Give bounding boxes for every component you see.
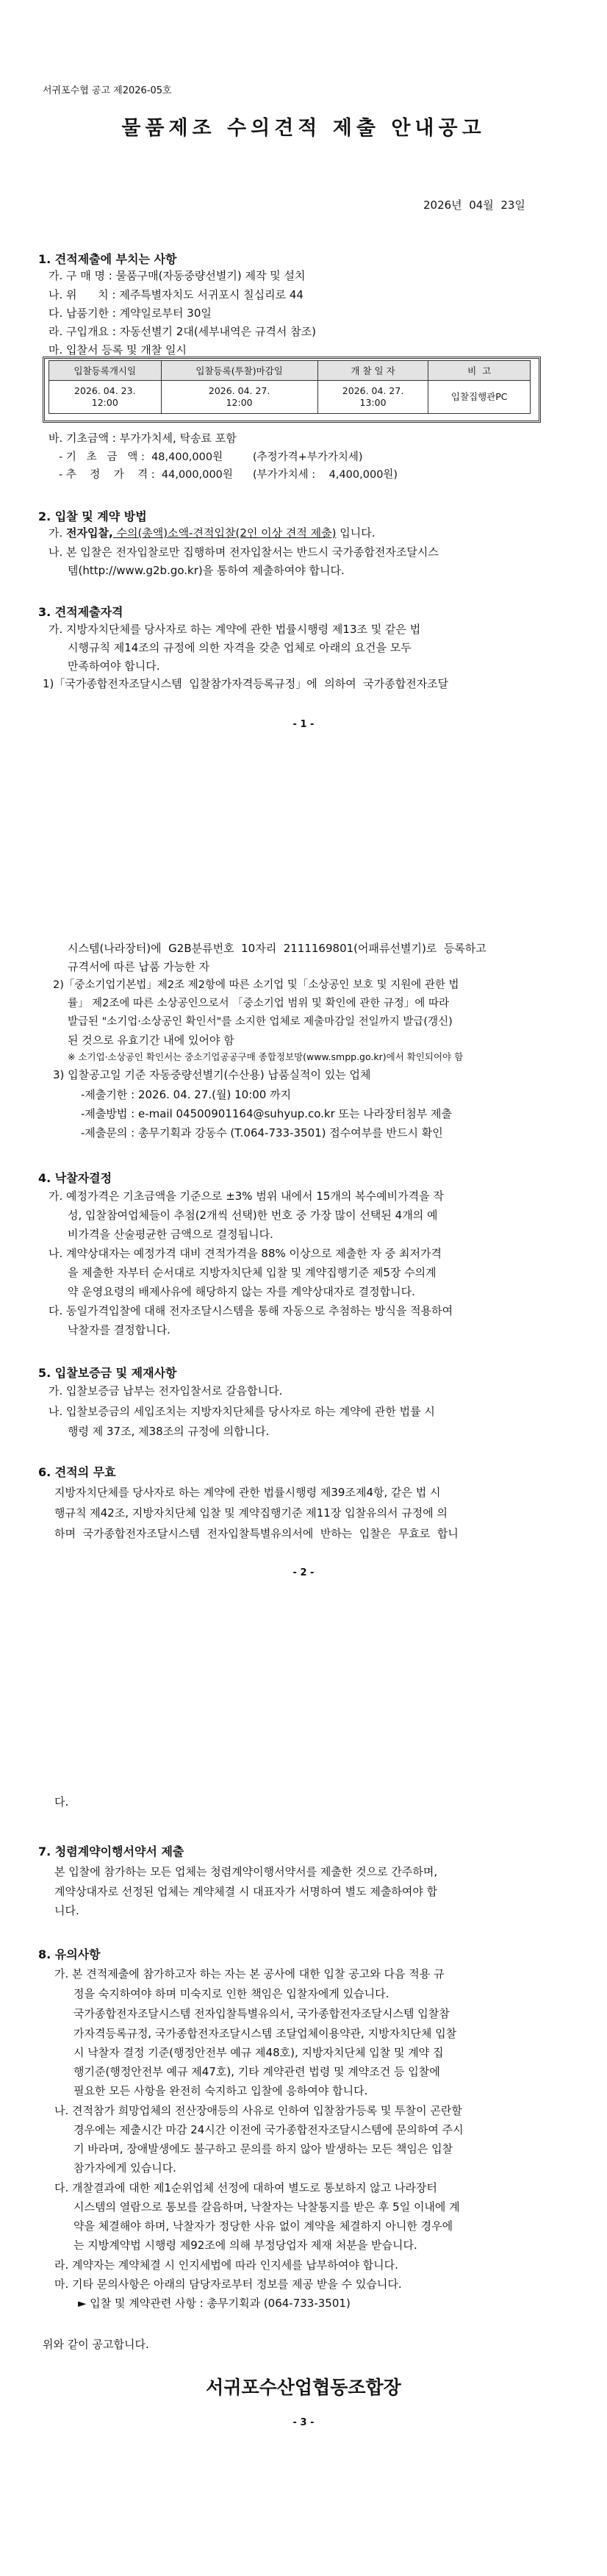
line: 3) 입찰공고일 기준 자동중량선별기(수산용) 납품실적이 있는 업체 — [53, 1068, 371, 1081]
section-5-title: 5. 입찰보증금 및 제재사항 — [38, 1366, 177, 1380]
table-header: 개 찰 일 자 — [317, 361, 428, 381]
line: -제출방법 : e-mail 04500901164@suhyup.co.kr 또는 나라장터첨부 제출 — [81, 1107, 452, 1120]
section-2-title: 2. 입찰 및 계약 방법 — [38, 509, 147, 523]
page-title: 물품제조 수의견적 제출 안내공고 — [121, 117, 486, 140]
line: 필요한 모든 사항을 완전히 숙지하고 입찰에 응하여야 합니다. — [73, 2084, 368, 2097]
section-7-title: 7. 청렴계약이행서약서 제출 — [38, 1845, 184, 1858]
table-header: 비 고 — [428, 361, 531, 381]
underlined-text: 수의(총액)소액-견적입찰(2인 이상 견적 제출) — [112, 526, 337, 540]
section-6-title: 6. 견적의 무효 — [38, 1465, 116, 1479]
page-number: - 3 - — [292, 2417, 315, 2428]
line: ► 입찰 및 계약관련 사항 : 총무기획과 (064-733-3501) — [78, 2297, 351, 2310]
line: 본 입찰에 참가하는 모든 업체는 청렴계약이행서약서를 제출한 것으로 간주하며, — [54, 1865, 438, 1878]
table-header-row — [49, 361, 531, 381]
table-header: 입찰등록개시일 — [49, 361, 162, 381]
line: 하며 국가종합전자조달시스템 전자입찰특별유의서에 반하는 입찰은 무효로 합니 — [54, 1527, 459, 1540]
line: 2)「중소기업기본법」제2조 제2항에 따른 소기업 및「소상공인 보호 및 지원에 관한 법 — [53, 979, 459, 991]
schedule-table — [49, 360, 531, 414]
bold-text: 전자입찰, — [66, 526, 113, 540]
base-price: - 기 초 금 액 : 48,400,000원 — [59, 451, 223, 463]
table-row — [49, 381, 531, 414]
line: 행령 제 37조, 제38조의 규정에 의합니다. — [68, 1425, 270, 1438]
line: 템(http://www.g2b.go.kr)을 통하여 제출하여야 합니다. — [68, 564, 345, 577]
line: 기 바라며, 장애발생에도 불구하고 문의를 하지 않아 발생하는 모든 책임은 입찰 — [73, 2142, 453, 2155]
line: 라. 구입개요 : 자동선별기 2대(세부내역은 규격서 참조) — [49, 325, 316, 338]
issuer-organization: 서귀포수산업협동조합장 — [206, 2377, 401, 2398]
line: 참가자에게 있습니다. — [73, 2161, 176, 2175]
table-cell: 입찰집행관PC — [428, 381, 531, 414]
section-8-title: 8. 유의사항 — [38, 1947, 101, 1961]
line: 경우에는 제출시간 마감 24시간 이전에 국가종합전자조달시스템에 문의하여 주시 — [73, 2123, 464, 2136]
table-cell: 2026. 04. 23. 12:00 — [49, 381, 162, 414]
estimated-price: - 추 정 가 격 : 44,000,000원 — [59, 469, 233, 481]
line: 행기준(행정안전부 예규 제47호), 기타 계약관련 법령 및 계약조건 등 입찰에 — [73, 2065, 440, 2078]
line: 비가격을 산술평균한 금액으로 결정됩니다. — [68, 1228, 273, 1241]
line: -제출기한 : 2026. 04. 27.(월) 10:00 까지 — [81, 1088, 292, 1101]
line: 시스템의 열람으로 통보를 갈음하며, 낙찰자는 낙찰통지를 받은 후 5일 이내에 계 — [73, 2200, 460, 2214]
line: 시스템(나라장터)에 G2B분류번호 10자리 2111169801(어패류선별기)로 등록하고 — [68, 942, 486, 955]
line: 낙찰자를 결정합니다. — [68, 1323, 170, 1337]
line: 마. 기타 문의사항은 아래의 담당자로부터 정보를 제공 받을 수 있습니다. — [54, 2278, 402, 2291]
line: 규격서에 따른 납품 가능한 자 — [68, 960, 209, 973]
line: 지방자치단체를 당사자로 하는 계약에 관한 법률시행령 제39조제4항, 같은 법 시 — [54, 1486, 441, 1499]
line: 나. 계약상대자는 예정가격 대비 견적가격을 88% 이상으로 제출한 자 중 최저가격 — [49, 1247, 442, 1260]
line: 계약상대자로 선정된 업체는 계약체결 시 대표자가 서명하여 별도 제출하여야 합 — [54, 1885, 438, 1898]
line: 된 것으로 유효기간 내에 있어야 함 — [68, 1034, 234, 1047]
line: -제출문의 : 총무기획과 강동수 (T.064-733-3501) 접수여부를 반드시 확인 — [81, 1126, 443, 1139]
line: 행규칙 제42조, 지방자치단체 입찰 및 계약집행기준 제11장 입찰유의서 규정에 의 — [54, 1506, 448, 1520]
line: 가자격등록규정, 국가종합전자조달시스템 조달업체이용약관, 지방자치단체 입찰 — [73, 2027, 457, 2040]
closing-text: 위와 같이 공고합니다. — [43, 2338, 149, 2351]
line: 약을 체결해야 하며, 낙찰자가 정당한 사유 없이 계약을 체결하지 아니한 경우에 — [73, 2219, 453, 2233]
section-4-title: 4. 낙찰자결정 — [38, 1171, 112, 1185]
line: 라. 계약자는 계약체결 시 인지세법에 따라 인지세를 납부하여야 합니다. — [54, 2258, 398, 2272]
line: 률」 제2조에 따른 소상공인으로서 「중소기업 범위 및 확인에 관한 규정」에 따라 — [68, 998, 450, 1009]
line: ※ 소기업·소상공인 확인서는 중소기업공공구매 종합정보망(www.smpp.go.kr)에서 확인되어야 함 — [68, 1051, 464, 1062]
estimated-price-note: (부가가치세 : 4,400,000원) — [253, 469, 398, 481]
line: 다. 납품기한 : 계약일로부터 30일 — [49, 307, 212, 320]
line: 시 낙찰자 결정 기준(행정안전부 예규 제48호), 지방자치단체 입찰 및 계약 집 — [73, 2046, 444, 2059]
line: 1)「국가종합전자조달시스템 입찰참가자격등록규정」에 의하여 국가종합전자조달 — [43, 677, 449, 690]
line: 다. 개찰결과에 대한 제1순위업체 선정에 대하여 별도로 통보하지 않고 나라장터 — [54, 2181, 437, 2194]
line: 나. 본 입찰은 전자입찰로만 집행하며 전자입찰서는 반드시 국가종합전자조달시스 — [49, 545, 439, 559]
line: 정을 숙지하여야 하며 미숙지로 인한 책임은 입찰자에게 있습니다. — [73, 1987, 389, 2000]
line: 마. 입찰서 등록 및 개찰 일시 — [49, 343, 187, 357]
line: 발급된 "소기업·소상공인 확인서"를 소지한 업체로 제출마감일 전일까지 발급(갱신) — [68, 1016, 453, 1028]
line: 가. 전자입찰, 수의(총액)소액-견적입찰(2인 이상 견적 제출) 입니다. — [49, 526, 376, 540]
line: 가. 구 매 명 : 물품구매(자동중량선별기) 제작 및 설치 — [49, 269, 306, 282]
price-label: 바. 기초금액 : 부가가치세, 탁송료 포함 — [49, 432, 237, 445]
line: 나. 입찰보증금의 세입조치는 지방자치단체를 당사자로 하는 계약에 관한 법률 시 — [49, 1405, 435, 1418]
line: 는 지방계약법 시행령 제92조에 의해 부정당업자 제재 처분을 받습니다. — [73, 2239, 417, 2252]
line: 니다. — [54, 1904, 79, 1917]
notice-date: 2026년 04월 23일 — [423, 198, 525, 212]
page-number: - 1 - — [292, 719, 315, 730]
table-header: 입찰등록(투찰)마감일 — [161, 361, 317, 381]
line: 시행규칙 제14조의 규정에 의한 자격을 갖춘 업체로 아래의 요건을 모두 — [68, 641, 412, 654]
section-1-title: 1. 견적제출에 부치는 사항 — [38, 252, 177, 266]
section-3-title: 3. 견적제출자격 — [38, 605, 123, 619]
line: 국가종합전자조달시스템 전자입찰특별유의서, 국가종합전자조달시스템 입찰참 — [73, 2007, 450, 2020]
line: 다. 동일가격입찰에 대해 전자조달시스템을 통해 자동으로 추첨하는 방식을 적용하여 — [49, 1304, 453, 1317]
line: 만족하여야 합니다. — [68, 659, 160, 673]
notice-number: 서귀포수협 공고 제2026-05호 — [43, 85, 172, 96]
continuation-text: 다. — [54, 1795, 69, 1808]
line: 성, 입찰참여업체들이 추첨(2개씩 선택)한 번호 중 가장 많이 선택된 4개의 예 — [68, 1209, 438, 1222]
line: 을 제출한 자부터 순서대로 지방자치단체 입찰 및 계약집행기준 제5장 수의계 — [68, 1266, 437, 1279]
page-number: - 2 - — [292, 1567, 315, 1578]
line: 가. 입찰보증금 납부는 전자입찰서로 갈음합니다. — [49, 1384, 283, 1398]
line: 가. 지방자치단체를 당사자로 하는 계약에 관한 법률시행령 제13조 및 같은 법 — [49, 623, 421, 636]
line: 나. 위 치 : 제주특별자치도 서귀포시 칠십리로 44 — [49, 288, 304, 301]
line: 약 운영요령의 배제사유에 해당하지 않는 자를 계약상대자로 결정합니다. — [68, 1285, 415, 1298]
base-price-note: (추정가격+부가가치세) — [253, 451, 363, 463]
line: 가. 예정가격은 기초금액을 기준으로 ±3% 범위 내에서 15개의 복수예비가격을 작 — [49, 1189, 444, 1203]
table-cell: 2026. 04. 27. 12:00 — [161, 381, 317, 414]
line: 나. 견적참가 희망업체의 전산장애등의 사유로 인하여 입찰참가등록 및 투찰이 곤란할 — [54, 2104, 462, 2117]
line: 가. 본 견적제출에 참가하고자 하는 자는 본 공사에 대한 입찰 공고와 다음 적용 규 — [54, 1967, 445, 1981]
table-cell: 2026. 04. 27. 13:00 — [317, 381, 428, 414]
